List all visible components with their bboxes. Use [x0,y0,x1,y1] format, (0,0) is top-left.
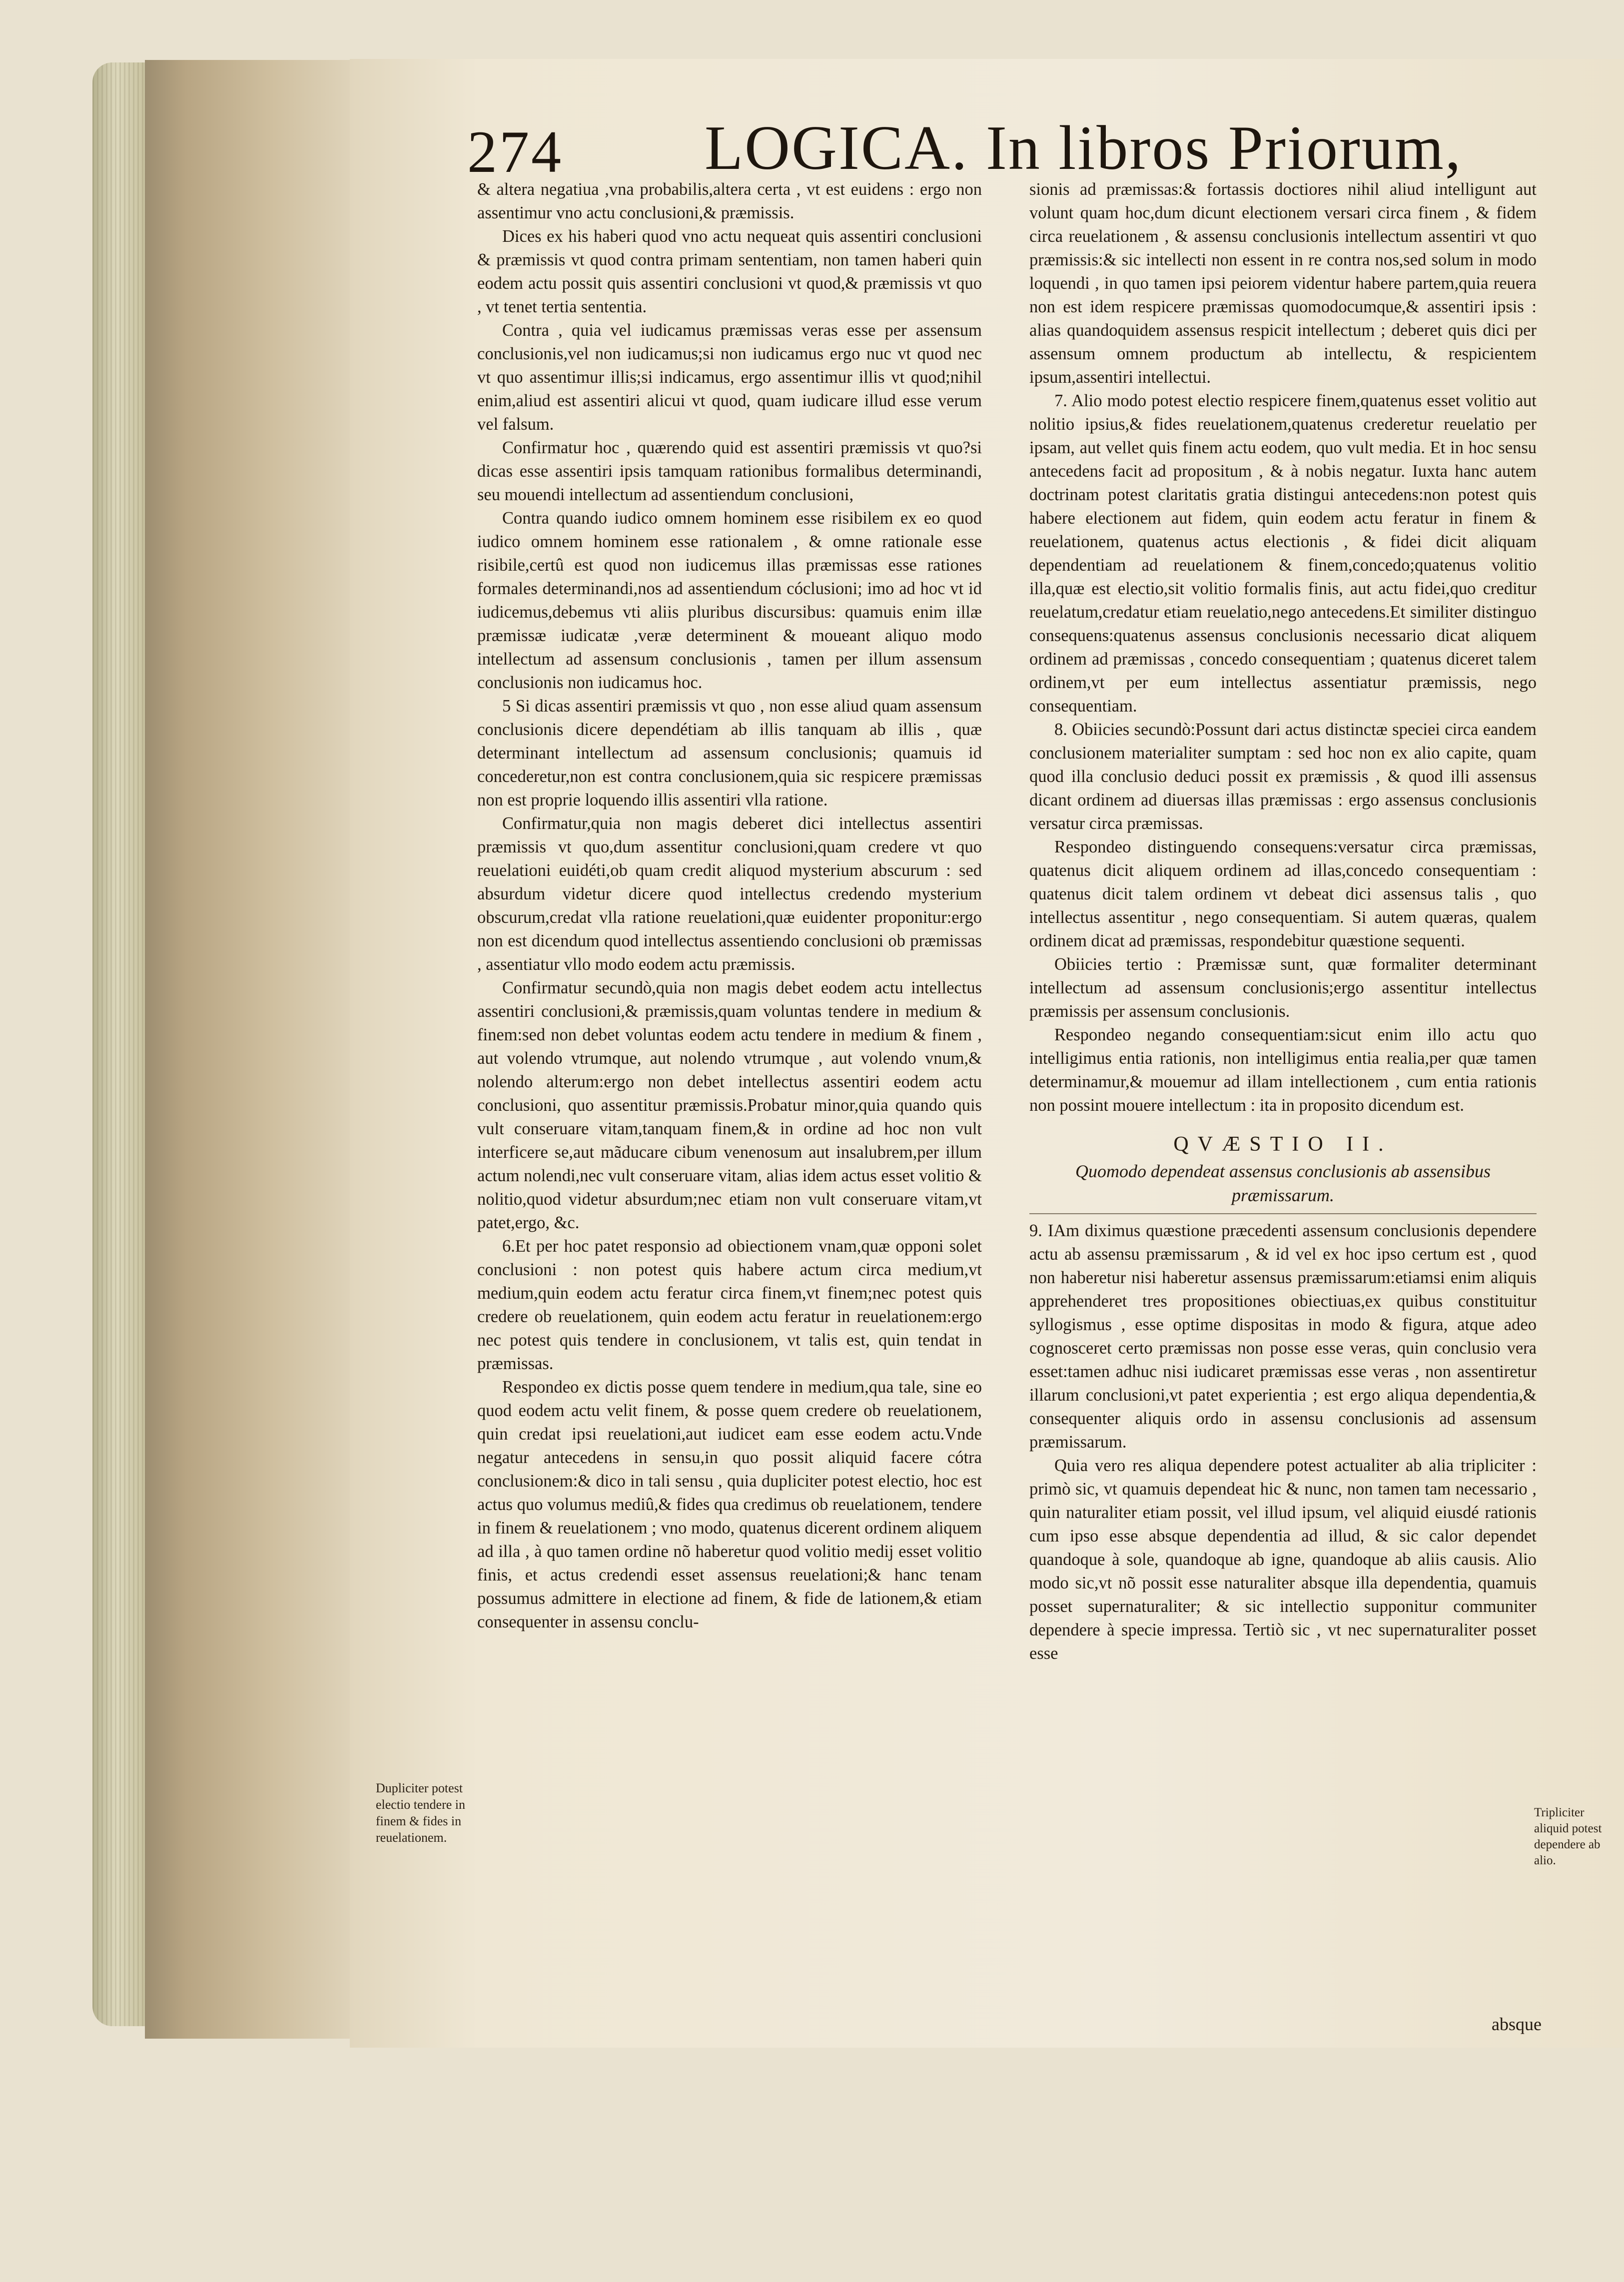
paragraph: 9. IAm diximus quæstione præcedenti assensum conclusionis dependere actu ab assensu præmissarum , & id vel ex hoc ipso certum est , quod non haberetur nisi haberetur assensus præmissarum:etiamsi enim aliquis apprehenderet tres propositiones obiectiuas,ex quibus constituitur syllogismus , esse optime dispositas in modo & figura, atque adeo cognosceret certo præmissas non posse esse veras, quin conclusio vera esset:tamen adhuc nisi iudicaret præmissas esse veras , non assentiretur illarum conclusioni,vt patet experientia ; est ergo aliqua dependentia,& consequenter aliquis ordo in assensu conclusionis ad assensum præmissarum. [1029,1221,1537,1452]
page-number: 274 [467,118,563,185]
question-subtitle: Quomodo dependeat assensus conclusionis ab assensibus præmissarum. [1075,1161,1491,1205]
paragraph: sionis ad præmissas:& fortassis doctiores nihil aliud intelligunt aut volunt quam hoc,dum dicunt electionem versari circa finem , & fidem circa reuelationem , & assensu conclusionis intellectum assentiri vt quo præmissis:& sic intellecti non essent in re contra nos,sed solum in modo loquendi , in quo tamen ipsi peiorem videntur habere partem,quia reuera non est idem respicere præmissas quomodocumque,& assentiri ipsis : alias quandoquidem assensus respicit intellectum ; deberet quis dici per assensum omnem productum ab intellectu, & respicientem ipsum,assentiri intellectui. [1029,180,1537,387]
paragraph: 8. Obiicies secundò:Possunt dari actus distinctæ speciei circa eandem conclusionem materialiter sumptam : sed hoc non ex alio capite, quam quod illa conclusio deduci possit ex præmissis , & quod illi assensus dicant ordinem ad diuersas illas præmissas : ergo assensus conclusionis versatur circa præmissas. [1029,720,1537,833]
paragraph: 6.Et per hoc patet responsio ad obiectionem vnam,quæ opponi solet conclusioni : non potest quis habere actum circa medium,vt medium,quin eodem actu feratur circa finem,vt finem;nec potest quis credere ob reuelationem, quin eodem actu feratur in reuelationem:ergo nec potest quis tendere in conclusionem, vt talis est, quin tendat in præmissas. [477,1237,982,1373]
paragraph: Contra , quia vel iudicamus præmissas veras esse per assensum conclusionis,vel non iudicamus;si non iudicamus ergo nuc vt quod nec vt quo assentimur illis;si indicamus, ergo assentimur illis vt quod;nihil enim,aliud est assentiri alicui vt quod, quam iudicare illud esse verum vel falsum. [477,321,982,434]
left-text-column [477,178,982,1634]
margin-note-left: Dupliciter potest electio tendere in finem & fides in reuelationem. [376,1781,466,1845]
gutter-shadow [145,60,375,2039]
paragraph: Quia vero res aliqua dependere potest actualiter ab alia tripliciter : primò sic, vt quamuis dependeat hic & nunc, non tamen tam necessario , quin naturaliter etiam possit, vel illud ipsum, vel aliquid eiusdé rationis cum ipso esse absque dependentia ad illud, & sic calor dependet quandoque à sole, quandoque ab igne, quandoque ab aliis causis. Alio modo sic,vt nõ possit esse naturaliter absque illa dependentia, quamuis posset supernaturaliter; & sic intellectio supponitur communiter dependere à specie impressa. Tertiò sic , vt nec supernaturaliter posset esse [1029,1456,1537,1663]
catchword: absque [1492,2014,1542,2034]
paragraph: Contra quando iudico omnem hominem esse risibilem ex eo quod iudico omnem hominem esse rationalem , & omne rationale esse risibile,certû est quod non iudicemus illas præmissas esse rationes formales determinandi,nos ad assentiendum cóclusioni; imo ad hoc vt id iudicemus,debemus vti aliis pluribus discursibus: quamuis enim illæ præmissæ iudicatæ ,veræ determinent & moueant aliquo modo intellectum ad assensum conclusionis , tamen per illum assensum conclusionis non iudicamus hoc. [477,509,982,692]
paragraph: Obiicies tertio : Præmissæ sunt, quæ formaliter determinant intellectum ad assensum conclusionis;ergo assentitur intellectus præmissis per assensum conclusionis. [1029,955,1537,1021]
paragraph: Confirmatur secundò,quia non magis debet eodem actu intellectus assentiri conclusioni,& præmissis,quam voluntas tendere in medium & finem:sed non debet voluntas eodem actu tendere in medium & finem , aut volendo vtrumque, aut nolendo vtrumque , aut volendo vnum,& nolendo alterum:ergo non debet intellectus assentiri eodem actu conclusioni, quo assentitur præmissis.Probatur minor,quia quando quis vult conseruare vitam,tanquam finem,& in ordine ad hoc non vult interficere se,aut mãducare cibum venenosum aut insalubrem,per illum actum nolendi,nec vult conseruare vitam, alias idem actus esset volitio & nolitio,quod videtur absurdum;nec etiam non vult conseruare vitam,vt patet,ergo, &c. [477,978,982,1232]
running-header [467,112,1463,187]
paragraph: 5 Si dicas assentiri præmissis vt quo , non esse aliud quam assensum conclusionis dicere dependétiam ab illis tanquam ab illis , quæ determinant intellectum ad assensum conclusionis; quamuis id concederetur,non est contra conclusionem,quia sic respicere præmissas non est proprie loquendo illis assentiri vlla ratione. [477,697,982,809]
right-text-column [1029,178,1537,1665]
paragraph: Respondeo distinguendo consequens:versatur circa præmissas, quatenus dicit aliquem ordinem ad illas,concedo consequentiam : quatenus dicit talem ordinem vt debeat dici assensus talis , quo intellectus assentitur , nego consequentiam. Si autem quæras, qualem ordinem dicat ad præmissas, respondebitur quæstione sequenti. [1029,837,1537,950]
paragraph: Respondeo negando consequentiam:sicut enim illo actu quo intelligimus entia rationis, non intelligimus entia realia,per quæ tamen determinamur,& mouemur ad illam intellectionem , cum entia rationis non possint mouere intellectum : ita in proposito dicendum est. [1029,1025,1537,1115]
paragraph: & altera negatiua ,vna probabilis,altera certa , vt est euidens : ergo non assentimur vno actu conclusioni,& præmissis. [477,180,982,222]
book-fore-edge [92,62,145,2026]
question-heading: QVÆSTIO II. [1173,1133,1393,1156]
paragraph: 7. Alio modo potest electio respicere finem,quatenus esset volitio aut nolitio ipsius,& fides reuelationem,quatenus crederetur reuelatio per ipsam, aut vellet quis finem actu eodem, quo vult media. Et in hoc sensu antecedens facit ad propositum , & à nobis negatur. Iuxta hanc autem doctrinam potest claritatis gratia distingui antecedens:non potest quis habere electionem aut fidem, quin eodem actu feratur in finem & reuelationem, quatenus actus electionis , & fidei dicit aliquam dependentiam ad reuelationem & finem,concedo;quatenus volitio illa,quæ est electio,sit volitio formalis finis, aut actu fidei,quo creditur reuelatum,credatur etiam reuelatio,nego antecedens.Et similiter distinguo consequens:quatenus assensus conclusionis necessario dicat aliquem ordinem ad præmissas , concedo consequentiam ; quatenus diceret talem ordinem,vt per eum intellectus assentiatur præmissis, nego consequentiam. [1029,391,1537,716]
divider [1029,1213,1537,1214]
paragraph: Confirmatur,quia non magis deberet dici intellectus assentiri præmissis vt quo,dum assentitur conclusioni,quam credere vt quo reuelationi euidéti,ob quam credit aliquod mysterium abscurum : sed absurdum videtur dicere quod intellectus credendo mysterium obscurum,credat vlla ratione reuelationi,quæ euidenter proponitur:ergo non est dicendum quod intellectus assentiendo conclusioni ob præmissas , assentiatur vllo modo eodem actu præmissis. [477,814,982,974]
margin-note-right: Tripliciter aliquid potest dependere ab alio. [1534,1806,1602,1867]
paragraph: Dices ex his haberi quod vno actu nequeat quis assentiri conclusioni & præmissis vt quod contra primam sententiam, non tamen haberi quin eodem actu possit quis assentiri conclusioni vt quod,& præmissis vt quo , vt tenet tertia sententia. [477,227,982,316]
paragraph: Confirmatur hoc , quærendo quid est assentiri præmissis vt quo?si dicas esse assentiri ipsis tamquam rationibus formalibus determinandi, seu mouendi intellectum ad assentiendum conclusioni, [477,438,982,504]
running-title: LOGICA. In libros Priorum, [705,113,1463,183]
paragraph: Respondeo ex dictis posse quem tendere in medium,qua tale, sine eo quod eodem actu velit finem, & posse quem credere ob reuelationem, quin credat ipsi reuelationi,aut iudicet eam esse eodem actu.Vnde negatur antecedens in sensu,in quo possit aliquid facere cótra conclusionem:& dico in tali sensu , quia dupliciter potest electio, hoc est actus quo volumus mediû,& fides qua credimus ob reuelationem, tendere in finem & reuelationem ; vno modo, quatenus dicerent ordinem aliquem ad illa , à quo tamen ordine nõ haberetur quod volitio medij esset volitio finis, et actus credendi esset assensus reuelationi;& hanc tenam possumus admittere in electione ad finem, & fide de lationem,& etiam consequenter in assensu conclu- [477,1378,982,1631]
